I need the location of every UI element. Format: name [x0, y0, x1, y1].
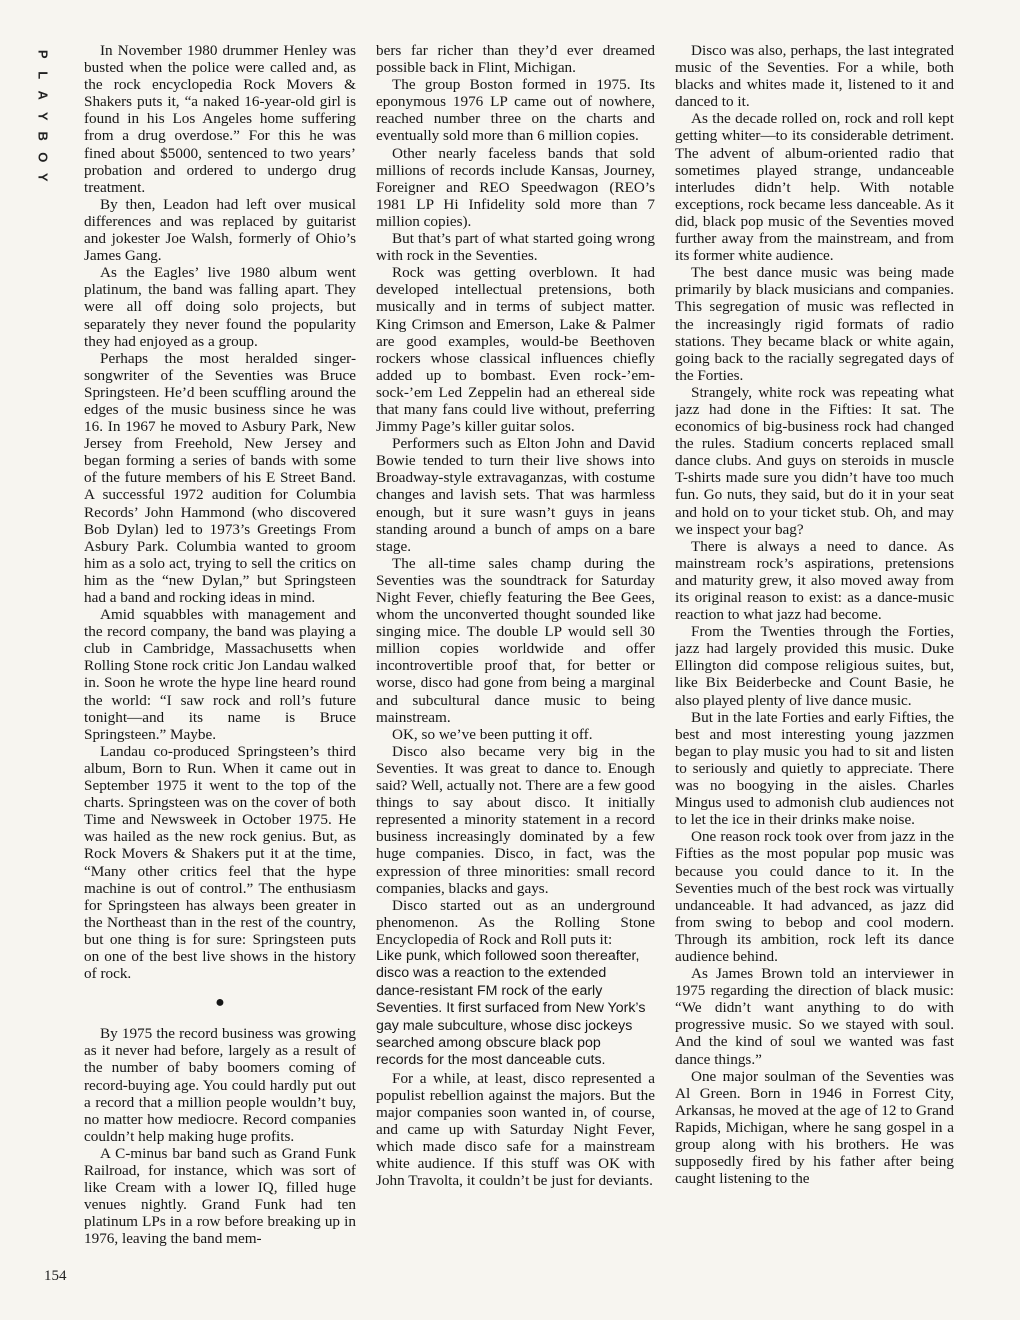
paragraph: One reason rock took over from jazz in the Fifties as the most popular pop music was because you could dance to it. In the Seventies much of the best rock was virtually undanceable. It had advanced, as jazz did from swing to bebop and cool modern. Through its ambition, rock left its dance audience behind. — [675, 828, 954, 965]
paragraph: There is always a need to dance. As mainstream rock’s aspirations, pretensions and maturity grew, it also moved away from its original reason to exist: as a dance-music reaction to what jazz had become. — [675, 537, 954, 624]
paragraph: Rock was getting overblown. It had developed intellectual pretensions, both musically and in terms of subject matter. King Crimson and Emerson, Lake & Palmer are good examples, would-be Beethoven rockers whose classical influences chiefly added up to bombast. Even rock-’em-sock-’em Led Zeppelin had an ethereal side that many fans could live without, preferring Jimmy Page’s killer guitar solos. — [376, 264, 655, 436]
paragraph: As the Eagles’ live 1980 album went platinum, the band was falling apart. They were all off doing solo projects, but separately they never found the popularity they had enjoyed as a group. — [84, 264, 356, 350]
page-number: 154 — [44, 1268, 67, 1284]
paragraph: The best dance music was being made primarily by black musicians and companies. This segregation of music was reflected in the increasingly rigid formats of radio stations. They became black or white again, going back to the racially segregated days of the Forties. — [675, 264, 954, 384]
masthead-letter: P — [35, 49, 51, 59]
paragraph: But in the late Forties and early Fifties, the best and most interesting young jazzmen began to play music you had to sit and listen to seriously and quietly to appreciate. There was no boogying in the aisles. Charles Mingus used to admonish club audiences not to let the ice in their drinks make noise. — [675, 708, 954, 829]
paragraph: Amid squabbles with management and the record company, the band was playing a club in Cambridge, Massachusetts when Rolling Stone rock critic Jon Landau walked in. Soon he wrote the hype line heard round the world: “I saw rock and roll’s future tonight—and its name is Bruce Springsteen.” Maybe. — [84, 606, 356, 743]
column-1 — [84, 42, 356, 1292]
masthead-letter: L — [35, 70, 51, 79]
paragraph: Disco also became very big in the Seventies. It was great to dance to. Enough said? Well, actually not. There are a few good things to say about disco. It initially represented a minority statement in a record business increasingly dominated by a few huge companies. Disco, in fact, was the expression of three minorities: small record companies, blacks and gays. — [376, 742, 655, 897]
paragraph: A C-minus bar band such as Grand Funk Railroad, for instance, which was sort of like Cream with a lower IQ, filled huge venues nightly. Grand Funk had ten platinum LPs in a row before breaking up in 1976, leaving the band mem- — [84, 1144, 356, 1248]
masthead-letter: A — [35, 90, 51, 100]
paragraph: The group Boston formed in 1975. Its eponymous 1976 LP came out of nowhere, reached number three on the charts and eventually sold more than 6 million copies. — [376, 76, 655, 145]
paragraph: Landau co-produced Springsteen’s third album, Born to Run. When it came out in September 1975 it went to the top of the charts. Springsteen was on the cover of both Time and Newsweek in October 1975. He was hailed as the new rock genius. But, as Rock Movers & Shakers put it at the time, “Many other critics feel that the hype machine is out of control.” The enthusiasm for Springsteen has always been greater in the Northeast than in the rest of the country, but one thing is for sure: Springsteen puts on one of the best live shows in the history of rock. — [84, 742, 356, 983]
block-quote: Like punk, which followed soon thereafter, disco was a reaction to the extended dance-resistant FM rock of the early Seventies. It first surfaced from New York’s gay male subculture, whose disc jockeys searched among obscure black pop records for the most danceable cuts. — [376, 947, 646, 1069]
paragraph: In November 1980 drummer Henley was busted when the police were called and, as the rock encyclopedia Rock Movers & Shakers puts it, “a naked 16-year-old girl is found in his Los Angeles home suffering from a drug overdose.” For this he was fined about $5000, sentenced to two years’ probation and ordered to undergo drug treatment. — [84, 42, 356, 196]
paragraph: Performers such as Elton John and David Bowie tended to turn their live shows into Broadway-style extravaganzas, with costume changes and lavish sets. That was harmless enough, but it sure wasn’t guys in jeans standing around a bunch of amps on a bare stage. — [376, 435, 655, 555]
paragraph: As the decade rolled on, rock and roll kept getting whiter—to its considerable detriment. The advent of album-oriented radio that sometimes played strange, undanceable interludes didn’t help. With notable exceptions, rock became less danceable. As it did, black pop music of the Seventies moved further away from the mainstream, and from its former white audience. — [675, 110, 954, 265]
column-2 — [376, 42, 655, 1292]
section-break-bullet: ● — [215, 994, 225, 1012]
paragraph: One major soulman of the Seventies was Al Green. Born in 1946 in Forrest City, Arkansas, he moved at the age of 12 to Grand Rapids, Michigan, where he sang gospel in a group along with his brothers. He was supposedly fired by his father after being caught listening to the — [675, 1067, 954, 1188]
paragraph: But that’s part of what started going wrong with rock in the Seventies. — [376, 230, 655, 265]
paragraph: bers far richer than they’d ever dreamed possible back in Flint, Michigan. — [376, 42, 655, 77]
paragraph: By then, Leadon had left over musical differences and was replaced by guitarist and jokester Joe Walsh, formerly of Ohio’s James Gang. — [84, 195, 356, 265]
paragraph: Other nearly faceless bands that sold millions of records include Kansas, Journey, Foreigner and REO Speedwagon (REO’s 1981 LP Hi Infidelity sold more than 7 million copies). — [376, 144, 655, 230]
paragraph: Disco was also, perhaps, the last integrated music of the Seventies. For a while, both blacks and whites made it, listened to it and danced to it. — [675, 42, 954, 111]
paragraph: From the Twenties through the Forties, jazz had largely provided this music. Duke Ellington did compose religious suites, but, like Bix Beiderbecke and Count Basie, he also played plenty of live dance music. — [675, 623, 954, 709]
paragraph: OK, so we’ve been putting it off. — [392, 725, 593, 743]
paragraph: Perhaps the most heralded singer-songwriter of the Seventies was Bruce Springsteen. He’d been scuffling around the edges of the music business since he was 16. In 1967 he moved to Asbury Park, New Jersey from Freehold, New Jersey and began forming a series of bands with some of the future members of his E Street Band. A successful 1972 audition for Columbia Records’ John Hammond (who discovered Bob Dylan) led to 1973’s Greetings From Asbury Park. Columbia wanted to groom him as a solo act, trying to sell the critics on him as the “new Dylan,” but Springsteen had a band and rocking ideas in mind. — [84, 349, 356, 606]
masthead-letter: Y — [35, 111, 51, 121]
paragraph: Disco started out as an underground phenomenon. As the Rolling Stone Encyclopedia of Rock and Roll puts it: — [376, 896, 655, 948]
column-3 — [675, 42, 954, 1292]
masthead — [28, 44, 56, 188]
masthead-letter: B — [35, 131, 51, 141]
paragraph: By 1975 the record business was growing as it never had before, largely as a result of the number of baby boomers coming of record-buying age. You could hardly put out a record that a million people wouldn’t buy, no matter how mediocre. Record companies couldn’t help making huge profits. — [84, 1025, 356, 1145]
paragraph: The all-time sales champ during the Seventies was the soundtrack for Saturday Night Fever, chiefly featuring the Bee Gees, whom the unconverted thought sounded like singing mice. The double LP would sell 30 million copies worldwide and offer incontrovertible proof that, for better or worse, disco had gone from being a marginal and subcultural dance music to being mainstream. — [376, 554, 655, 726]
masthead-letter: O — [35, 151, 51, 162]
paragraph: For a while, at least, disco represented a populist rebellion against the majors. But the major companies soon wanted in, of course, and came up with Saturday Night Fever, which made disco safe for a mainstream white audience. If this stuff was OK with John Travolta, it couldn’t be just for deviants. — [376, 1069, 655, 1190]
masthead-letter: Y — [35, 172, 51, 182]
paragraph: As James Brown told an interviewer in 1975 regarding the direction of black music: “We didn’t want anything to do with progressive music. So we stayed with soul. And the kind of soul we wanted was fast dance things.” — [675, 965, 954, 1068]
paragraph: Strangely, white rock was repeating what jazz had done in the Fifties: It sat. The economics of big-business rock had changed the rules. Stadium concerts replaced small dance clubs. And guys on steroids in muscle T-shirts made sure you didn’t have too much fun. Go nuts, they said, but do it in your seat and hold on to your ticket stub. Oh, and may we inspect your bag? — [675, 383, 954, 538]
